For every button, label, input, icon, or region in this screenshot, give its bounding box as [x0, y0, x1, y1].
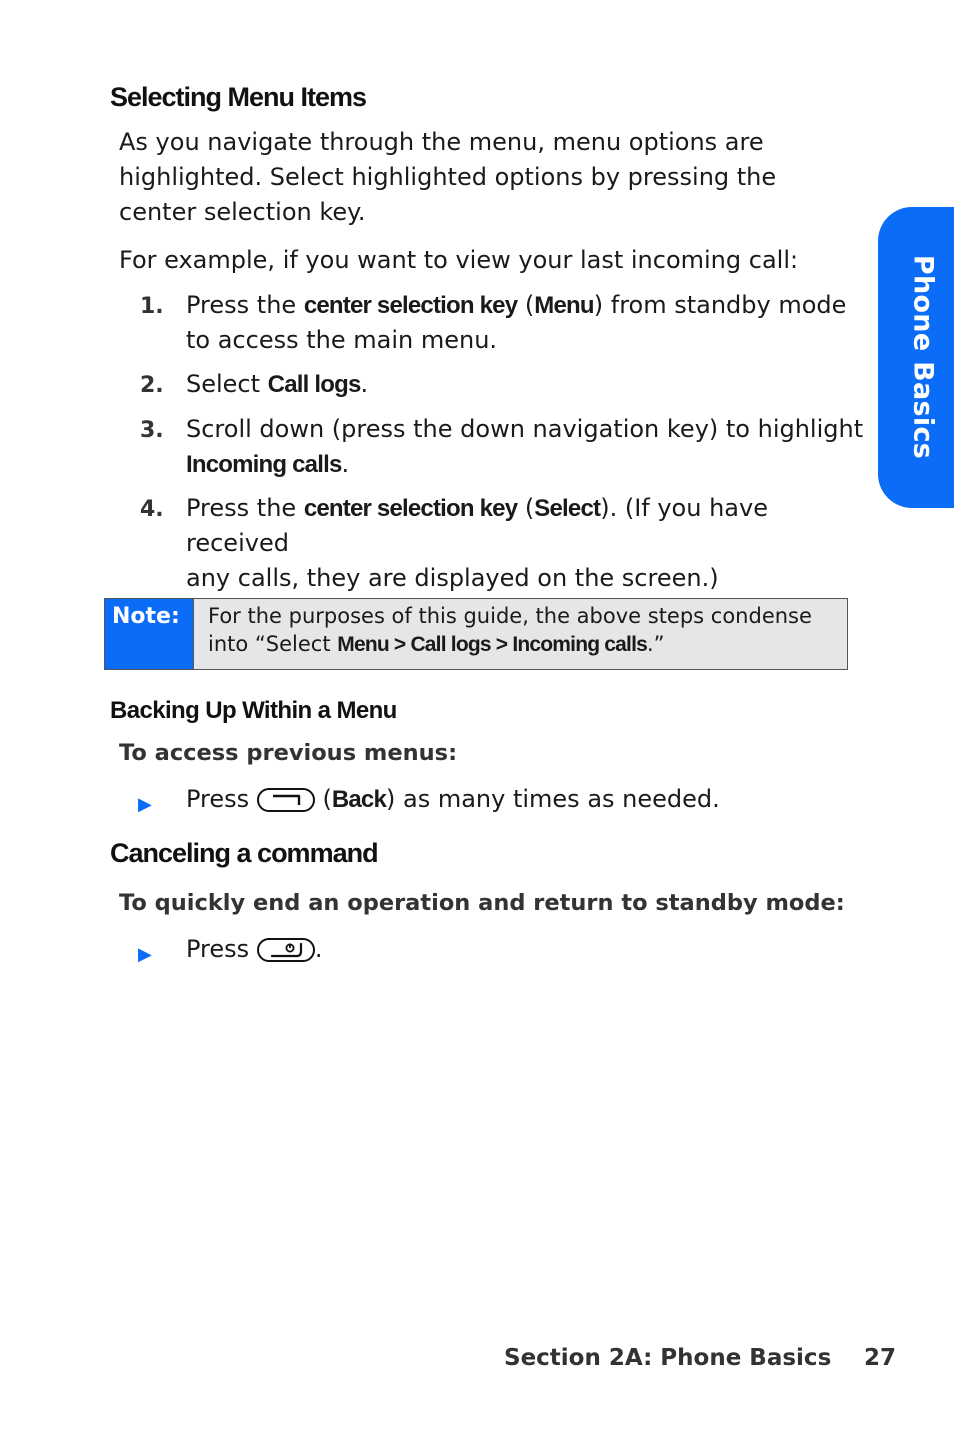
- paragraph-navigate: [119, 125, 776, 230]
- step-number: 3.: [140, 418, 164, 443]
- note-box: [104, 598, 848, 670]
- step-4: [186, 491, 866, 596]
- bullet-triangle-icon: ▶: [138, 794, 152, 815]
- step-line: to access the main menu.: [186, 326, 498, 354]
- back-key-icon: [257, 788, 315, 812]
- paragraph-line: center selection key.: [119, 198, 366, 226]
- step-number: 4.: [140, 497, 164, 522]
- side-tab: [878, 207, 954, 508]
- side-tab-label: Phone Basics: [907, 254, 939, 460]
- bullet-triangle-icon: ▶: [138, 944, 152, 965]
- note-line: into “Select Menu > Call logs > Incoming calls.”: [208, 632, 665, 656]
- step-line: Scroll down (press the down navigation key) to highlight: [186, 415, 864, 443]
- paragraph-line: As you navigate through the menu, menu options are: [119, 128, 764, 156]
- footer-section-title: Section 2A: Phone Basics: [504, 1345, 832, 1371]
- step-line: Incoming calls.: [186, 450, 350, 478]
- step-line: Press the center selection key (Menu) from standby mode: [186, 291, 847, 319]
- instruction-end: Press .: [186, 935, 323, 963]
- step-number: 1.: [140, 294, 164, 319]
- heading-selecting-menu-items: Selecting Menu Items: [110, 82, 367, 112]
- step-line: Press the center selection key (Select). (If you have received: [186, 494, 768, 557]
- step-3: [186, 412, 866, 482]
- heading-canceling: Canceling a command: [110, 838, 378, 868]
- paragraph-example: For example, if you want to view your last incoming call:: [119, 246, 799, 274]
- note-line: For the purposes of this guide, the above steps condense: [208, 604, 812, 628]
- instruction-back: Press (Back) as many times as needed.: [186, 785, 720, 813]
- subheading-end-operation: To quickly end an operation and return to standby mode:: [119, 890, 845, 916]
- note-text: [208, 602, 838, 659]
- step-line: any calls, they are displayed on the screen.): [186, 564, 719, 592]
- note-label: Note:: [105, 599, 194, 669]
- end-key-icon: [257, 938, 315, 962]
- heading-backing-up: Backing Up Within a Menu: [110, 697, 397, 724]
- page-number: 27: [864, 1345, 897, 1371]
- step-1: [186, 288, 866, 358]
- paragraph-line: highlighted. Select highlighted options by pressing the: [119, 163, 777, 191]
- subheading-previous-menus: To access previous menus:: [119, 740, 458, 766]
- step-number: 2.: [140, 373, 164, 398]
- step-2: Select Call logs.: [186, 370, 369, 398]
